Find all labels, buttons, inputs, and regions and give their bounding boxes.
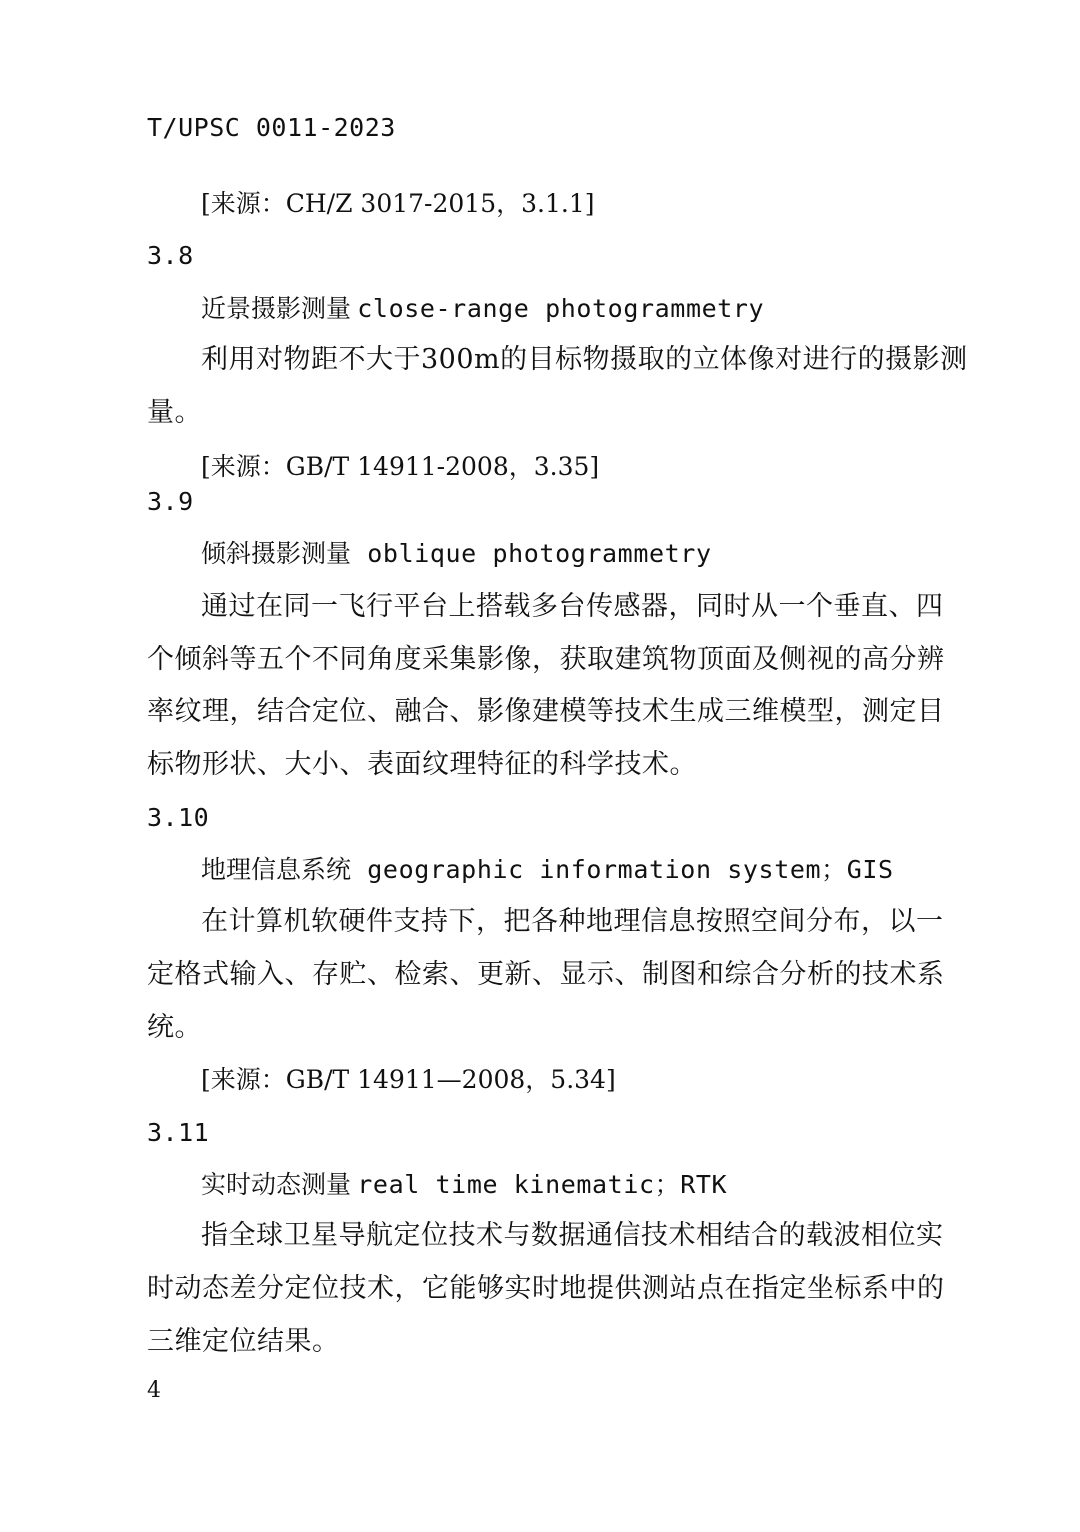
- term-zh: 倾斜摄影测量: [201, 539, 352, 568]
- source-citation: [来源：GB/T 14911-2008，3.35]: [201, 452, 600, 481]
- term-heading: [201, 857, 894, 883]
- definition-line: 时动态差分定位技术，它能够实时地提供测站点在指定坐标系中的: [147, 1273, 945, 1304]
- term-en: real time kinematic；RTK: [357, 1170, 728, 1199]
- clause-number: 3.11: [147, 1118, 210, 1147]
- page-number: 4: [147, 1378, 161, 1403]
- definition-line: 率纹理，结合定位、融合、影像建模等技术生成三维模型，测定目: [147, 696, 945, 727]
- source-citation: [来源：GB/T 14911—2008，5.34]: [201, 1065, 616, 1094]
- term-zh: 实时动态测量: [201, 1170, 352, 1199]
- definition-line: 定格式输入、存贮、检索、更新、显示、制图和综合分析的技术系: [147, 959, 945, 990]
- definition-line: 利用对物距不大于300m的目标物摄取的立体像对进行的摄影测: [201, 344, 968, 375]
- term-heading: [201, 296, 764, 322]
- definition-line: 在计算机软硬件支持下，把各种地理信息按照空间分布，以一: [201, 906, 944, 937]
- definition-line: 标物形状、大小、表面纹理特征的科学技术。: [147, 749, 697, 780]
- definition-line: 量。: [147, 397, 202, 428]
- term-zh: 地理信息系统: [201, 855, 352, 884]
- term-heading: [201, 1172, 727, 1198]
- document-code: T/UPSC 0011-2023: [147, 113, 396, 142]
- definition-line: 通过在同一飞行平台上搭载多台传感器，同时从一个垂直、四: [201, 591, 944, 622]
- definition-line: 统。: [147, 1012, 202, 1043]
- term-en: oblique photogrammetry: [367, 539, 712, 568]
- term-heading: [201, 541, 712, 567]
- clause-number: 3.8: [147, 241, 194, 270]
- term-zh: 近景摄影测量: [201, 294, 352, 323]
- clause-number: 3.10: [147, 803, 210, 832]
- term-en: geographic information system；GIS: [367, 855, 894, 884]
- term-en: close-range photogrammetry: [357, 294, 765, 323]
- definition-line: 指全球卫星导航定位技术与数据通信技术相结合的载波相位实: [201, 1220, 944, 1251]
- definition-line: 三维定位结果。: [147, 1326, 340, 1357]
- definition-line: 个倾斜等五个不同角度采集影像，获取建筑物顶面及侧视的高分辨: [147, 644, 945, 675]
- source-citation: [来源：CH/Z 3017-2015，3.1.1]: [201, 189, 595, 218]
- clause-number: 3.9: [147, 487, 194, 516]
